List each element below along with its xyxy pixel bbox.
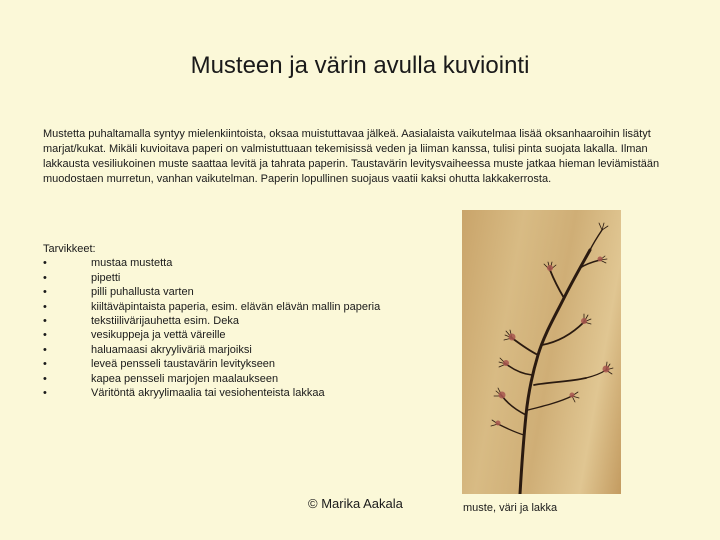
- list-item: [43, 386, 443, 400]
- list-item-text: mustaa mustetta: [91, 257, 173, 270]
- list-item: [43, 357, 443, 371]
- bullet: •: [43, 329, 47, 342]
- copyright-text: © Marika Aakala: [308, 496, 403, 511]
- bullet: •: [43, 387, 47, 400]
- list-item-text: tekstiilivärijauhetta esim. Deka: [91, 315, 239, 328]
- bullet: •: [43, 257, 47, 270]
- supplies-list: [43, 256, 443, 400]
- bullet: •: [43, 343, 47, 356]
- slide-title: Musteen ja värin avulla kuviointi: [190, 52, 530, 79]
- list-item: [43, 314, 443, 328]
- supplies-list-section: [43, 242, 443, 400]
- intro-paragraph: Mustetta puhaltamalla syntyy mielenkiintoista, oksaa muistuttavaa jälkeä. Aasialaista vaikutelmaa lisää oksanhaaroihin lisätyt marjat/kukat. Mikäli kuvioitava paperi on valmistuttuaan tekemisissä veden ja liiman kanssa, tulisi pinta suojata lakalla. Ilman lakkausta vesiliukoinen muste saattaa levitä ja tahrata paperin. Taustavärin levitysvaiheessa muste jatkaa hieman leviämistään muodostaen murretun, vanhan vaikutelman. Paperin lopullinen suojaus vaatii kaksi ohutta lakkakerrosta.: [43, 128, 660, 185]
- list-item: [43, 372, 443, 386]
- list-item-text: haluamaasi akryyliväriä marjoiksi: [91, 343, 252, 356]
- supplies-heading: Tarvikkeet:: [43, 243, 96, 255]
- bullet: •: [43, 372, 47, 385]
- list-item-text: pilli puhallusta varten: [91, 286, 194, 299]
- list-item-text: kapea pensseli marjojen maalaukseen: [91, 372, 279, 385]
- bullet: •: [43, 358, 47, 371]
- list-item-text: leveä pensseli taustavärin levitykseen: [91, 358, 276, 371]
- list-item-text: pipetti: [91, 271, 121, 284]
- list-item: [43, 328, 443, 342]
- bullet: •: [43, 271, 47, 284]
- list-item-text: kiiltäväpintaista paperia, esim. elävän elävän mallin paperia: [91, 300, 381, 313]
- list-item-text: vesikuppeja ja vettä väreille: [91, 329, 226, 342]
- bullet: •: [43, 300, 47, 313]
- ink-branch-painting-image: [462, 210, 621, 494]
- list-item: [43, 285, 443, 299]
- list-item-text: Väritöntä akryylimaalia tai vesiohenteista lakkaa: [91, 387, 325, 400]
- ink-branch-painting-icon: [462, 210, 621, 494]
- bullet: •: [43, 315, 47, 328]
- list-item: [43, 343, 443, 357]
- bullet: •: [43, 286, 47, 299]
- image-caption: muste, väri ja lakka: [463, 502, 558, 514]
- list-item: [43, 256, 443, 270]
- list-item: [43, 271, 443, 285]
- list-item: [43, 300, 443, 314]
